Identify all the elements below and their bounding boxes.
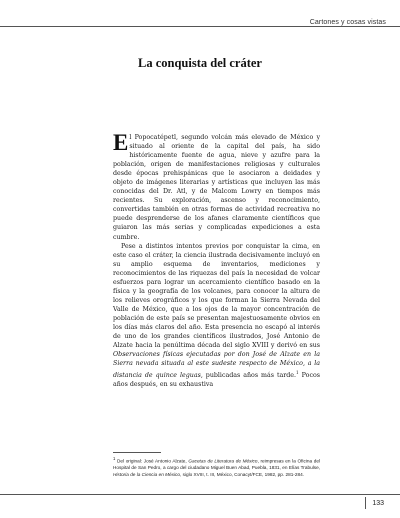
paragraph-1	[113, 130, 320, 242]
page-number: 133	[372, 500, 384, 507]
header-rule-right	[314, 26, 400, 27]
chapter-title: La conquista del cráter	[138, 56, 262, 70]
footnote-number: 1	[113, 456, 116, 461]
running-head: Cartones y cosas vistas	[309, 19, 386, 26]
paragraph-2-text-end: Pocos años después, en su exhaustiva	[113, 372, 321, 389]
footnote-text-start: Del original: José Antonio Alzate,	[117, 458, 189, 464]
footnote-rule	[113, 452, 161, 453]
footnote-italic-2: Historia de la Ciencia en México	[113, 472, 180, 478]
footnote-text-end: , siglo XVIII, t. III, México, Conacyt/FCE, 1982, pp. 281-284.	[179, 472, 304, 478]
paragraph-2-text-start: Pese a distintos intentos previos por conquistar la cima, en este caso el cráter, la ciencia ilustrada decisivamente incluyó en su amplio esquema de inventarios, mediciones y reconocimientos de las riquezas del país la necesidad de volcar esfuerzos para lograr un acercamiento científico basado en la física y la geografía de los volcanes, para conocer la altura de los relieves orográficos y los que forman la Sierra Nevada del Valle de México, que a los ojos de la mayor concentración de población de este país se presentan majestuosamente obvios en los días más claros del año. Esta presencia no escapó al interés de uno de los grandes científicos ilustrados, José Antonio de Alzate hacia la penúltima década del siglo XVIII y derivó en sus	[113, 242, 320, 350]
body-text	[113, 130, 321, 389]
footnote-text-mid: , reimpresas en la Oficina del Hospital de San Pedro, a cargo del ciudadano Miguel Buen Abad, Puebla, 1831, en Elías Trabulse,	[113, 458, 320, 471]
paragraph-2	[113, 242, 320, 390]
footnote	[113, 456, 320, 479]
drop-cap: E	[113, 130, 129, 155]
footer-rule	[0, 494, 400, 495]
footnote-reference[interactable]: 1	[296, 370, 299, 376]
header-rule	[0, 26, 314, 27]
paragraph-2-text-after-italic: , publicadas años más tarde.	[200, 372, 297, 380]
footnote-italic-1: Gacetas de Literatura de México	[188, 458, 258, 464]
paragraph-2-italic-title: Observaciones físicas ejecutadas por don José de Alzate en la Sierra nevada situada al este sudeste respecto de México, a la distancia de quince leguas	[113, 351, 320, 380]
paragraph-1-text: l Popocatépetl, segundo volcán más elevado de México y situado al oriente de la capital del país, ha sido históricamente fuente de agua, nieve y azufre para la población, origen de manifestaciones religiosas y culturales desde épocas prehispánicas que le asociaron a deidades y objeto de imágenes literarias y artísticas que incluyen las más conocidas del Dr. Atl, y de Malcom Lowry en tiempos más recientes. Su exploración, ascenso y reconocimiento, convertidas también en otras formas de actividad recreativa no puede desprenderse de los afanes claramente científicos que guiaron las más serias y complicadas expediciones a esta cumbre.	[113, 134, 320, 241]
